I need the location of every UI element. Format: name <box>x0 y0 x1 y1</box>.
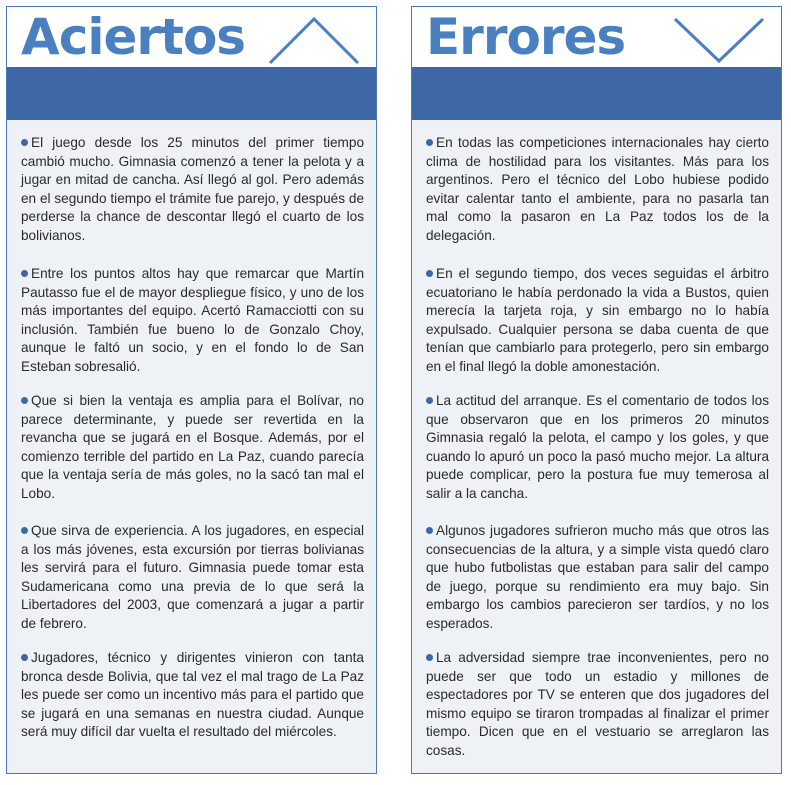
list-item <box>426 392 769 504</box>
errores-title: Errores <box>426 8 626 66</box>
bullet-icon <box>426 397 433 404</box>
item-text: Jugadores, técnico y dirigentes vinieron con tanta bronca desde Bolivia, que tal vez el mal trago de La Paz les puede ser como un incentivo más para el partido que se jugará en una semanas en nuestra ciudad. Aunque será muy difícil dar vuelta el resultado del miércoles. <box>21 650 364 740</box>
aciertos-band <box>7 67 376 120</box>
list-item <box>426 265 769 377</box>
item-text: En el segundo tiempo, dos veces seguidas el árbitro ecuatoriano le había perdonado la vida a Bustos, quien merecía la tarjeta roja, y sin embargo no lo había expulsado. Cualquier persona se daba cuenta de que tenían que cambiarlo para protegerlo, pero sin embargo en el final llegó la doble amonestación. <box>426 266 769 374</box>
item-text: Que si bien la ventaja es amplia para el Bolívar, no parece determinante, y puede ser revertida en la revancha que se jugará en el Bosque. Además, por el comienzo terrible del partido en La Paz, cuando parecía que la ventaja sería de más goles, no la sacó tan mal el Lobo. <box>21 393 364 501</box>
errores-body <box>412 120 781 773</box>
item-text: Entre los puntos altos hay que remarcar que Martín Pautasso fue el de mayor despliegue físico, y uno de los más importantes del equipo. Acertó Ramacciotti con su inclusión. También fue bueno lo de Gonzalo Choy, aunque le faltó un socio, y en el fondo lo de San Esteban sobresalió. <box>21 266 364 374</box>
item-text: En todas las competiciones internacionales hay cierto clima de hostilidad para los visitantes. Más para los argentinos. Pero el técnico del Lobo hubiese podido evitar calentar tanto el ambiente, para no pasarla tan mal como la pasaron en La Paz todos los de la delegación. <box>426 135 769 243</box>
bullet-icon <box>21 397 28 404</box>
aciertos-title: Aciertos <box>21 8 246 66</box>
list-item <box>21 522 364 634</box>
bullet-icon <box>21 527 28 534</box>
list-item <box>21 134 364 246</box>
bullet-icon <box>426 654 433 661</box>
aciertos-column <box>6 6 377 774</box>
item-text: La actitud del arranque. Es el comentario de todos los que observaron que en los primeros 20 minutos Gimnasia regaló la pelota, el campo y los goles, y que cuando lo apuró un poco la pasó mucho mejor. La altura puede complicar, pero la postura fue muy temerosa al salir a la cancha. <box>426 393 769 501</box>
bullet-icon <box>426 270 433 277</box>
errores-header <box>412 7 781 67</box>
bullet-icon <box>21 139 28 146</box>
bullet-icon <box>21 654 28 661</box>
list-item <box>21 265 364 377</box>
item-text: El juego desde los 25 minutos del primer tiempo cambió mucho. Gimnasia comenzó a tener la pelota y a jugar en mitad de cancha. Así llegó al gol. Pero además en el segundo tiempo el trámite fue parejo, y después de perderse la chance de descontar llegó el cuarto de los bolivianos. <box>21 135 364 243</box>
item-text: La adversidad siempre trae inconvenientes, pero no puede ser que todo un estadio y millones de espectadores por TV se enteren que dos jugadores del mismo equipo se tiraron trompadas al finalizar el primer tiempo. Dicen que en el vestuario se arreglaron las cosas. <box>426 650 769 758</box>
errores-band <box>412 67 781 120</box>
list-item <box>21 649 364 742</box>
list-item <box>426 649 769 761</box>
list-item <box>21 392 364 504</box>
chevron-down-icon <box>671 11 767 67</box>
chevron-up-icon <box>266 11 362 67</box>
errores-column <box>411 6 782 774</box>
bullet-icon <box>21 270 28 277</box>
aciertos-body <box>7 120 376 773</box>
item-text: Algunos jugadores sufrieron mucho más que otros las consecuencias de la altura, y a simple vista quedó claro que hubo futbolistas que estaban para salir del campo de juego, porque su rendimiento era muy bajo. Sin embargo los cambios parecieron ser tardíos, y no los esperados. <box>426 523 769 631</box>
aciertos-header <box>7 7 376 67</box>
list-item <box>426 522 769 634</box>
bullet-icon <box>426 527 433 534</box>
item-text: Que sirva de experiencia. A los jugadores, en especial a los más jóvenes, esta excursión por tierras bolivianas les servirá para el futuro. Gimnasia puede tomar esta Sudamericana como una previa de lo que será la Libertadores del 2003, que comenzará a jugar a partir de febrero. <box>21 523 364 631</box>
list-item <box>426 134 769 246</box>
bullet-icon <box>426 139 433 146</box>
